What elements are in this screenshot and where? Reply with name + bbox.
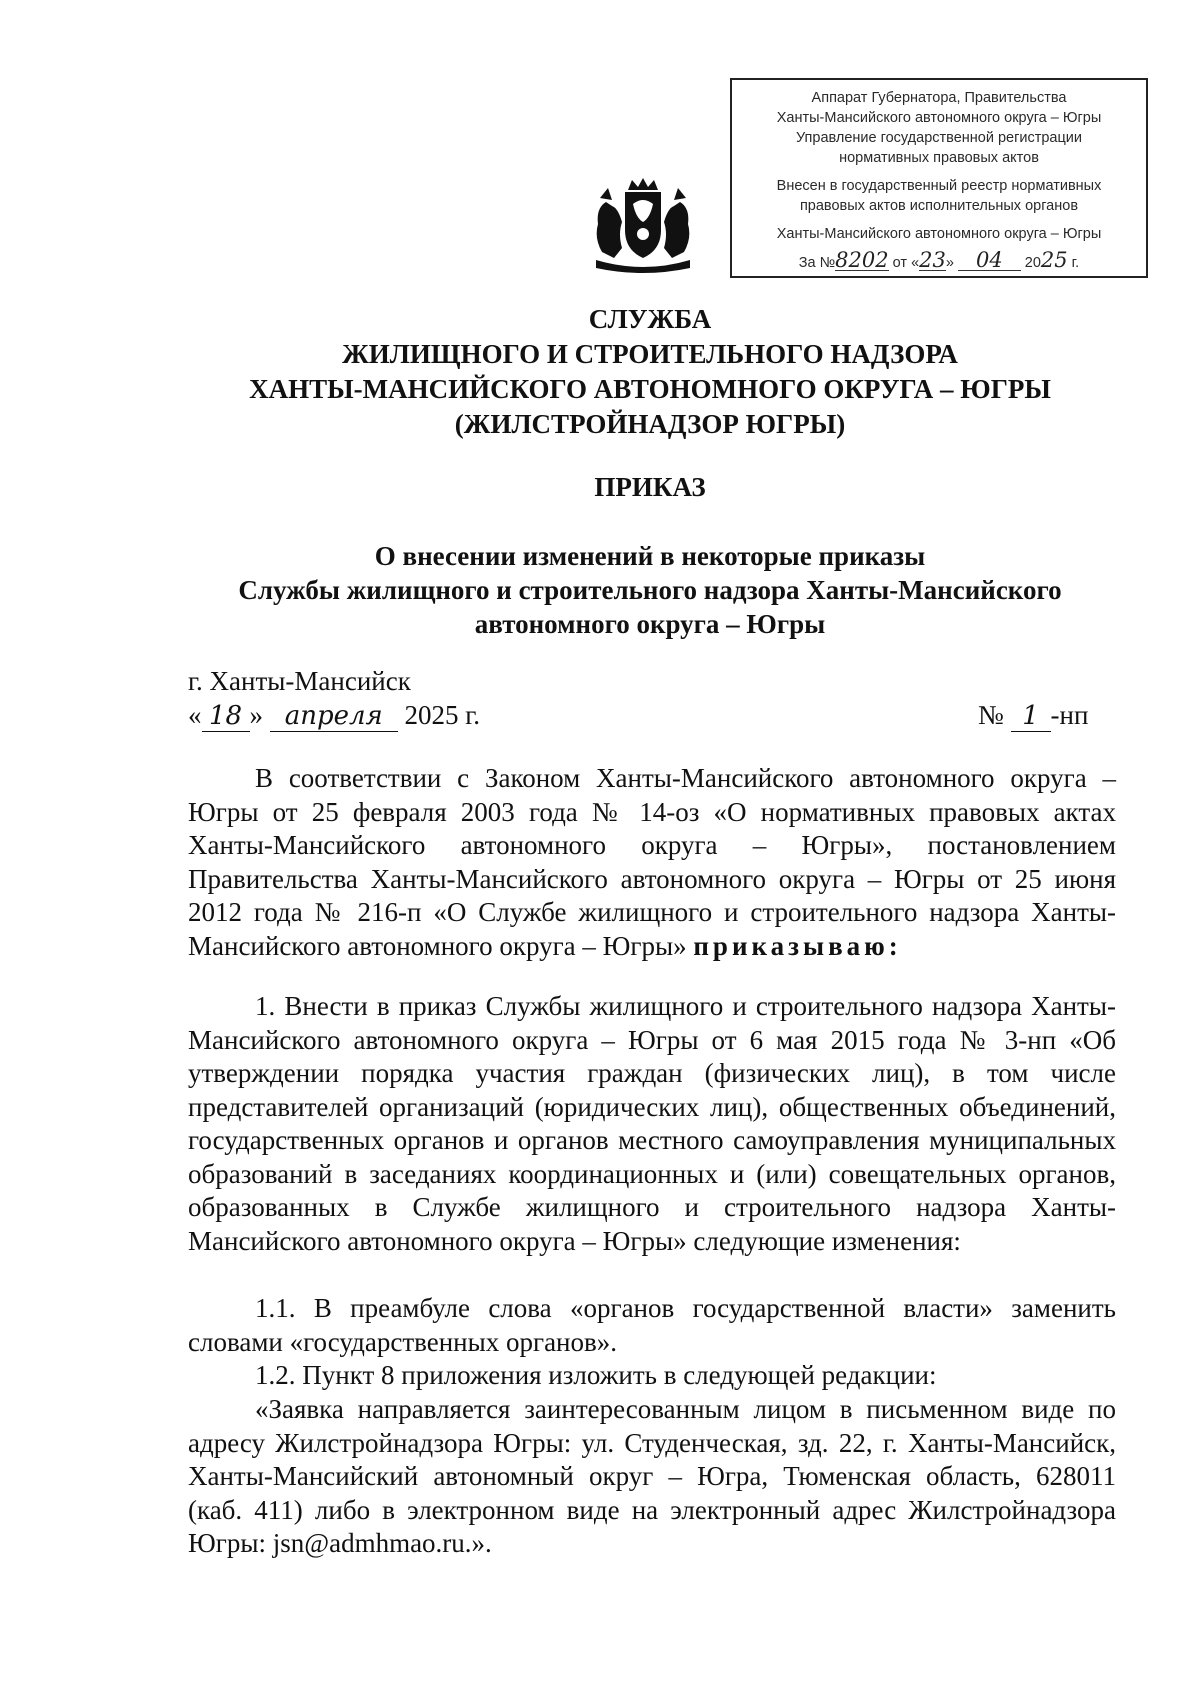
document-title-line-2: Службы жилищного и строительного надзора Ханты-Мансийского: [238, 575, 1062, 605]
order-number-prefix: №: [978, 700, 1004, 730]
stamp-reg-prefix: За №: [798, 255, 836, 271]
stamp-line-3: Управление государственной регистрации: [795, 130, 1083, 146]
order-number: [978, 700, 1088, 732]
stamp-reg-year-prefix: 20: [1024, 255, 1041, 271]
stamp-line-5: Внесен в государственный реестр нормативных: [776, 178, 1102, 194]
registration-stamp: [730, 78, 1148, 278]
issue-date: [188, 700, 480, 732]
document-type: ПРИКАЗ: [594, 472, 706, 502]
preamble-order-word: приказываю:: [693, 930, 902, 961]
stamp-line-7: Ханты-Мансийского автономного округа – Югры: [776, 226, 1102, 242]
stamp-reg-suffix: г.: [1071, 255, 1080, 271]
stamp-reg-mid: »: [945, 255, 954, 271]
date-month: апреля: [270, 701, 398, 732]
preamble-text: В соответствии с Законом Ханты-Мансийского автономного округа – Югры от 25 февраля 2003 года № 14-оз «О нормативных правовых актах Ханты-Мансийского автономного округа – Югры», постановлением Правительства Ханты-Мансийского автономного округа – Югры от 25 июня 2012 года № 216-п «О Службе жилищного и строительного надзора Ханты-Мансийского автономного округа – Югры»: [188, 763, 1116, 961]
coat-of-arms-icon: [588, 178, 698, 278]
stamp-reg-from: от «: [892, 255, 920, 271]
stamp-reg-day: 23: [919, 248, 946, 272]
stamp-reg-month: 04: [958, 250, 1021, 271]
stamp-reg-year: 25: [1040, 248, 1068, 272]
org-header-line-4: (ЖИЛСТРОЙНАДЗОР ЮГРЫ): [454, 409, 846, 439]
org-header-line-3: ХАНТЫ-МАНСИЙСКОГО АВТОНОМНОГО ОКРУГА – ЮГРЫ: [249, 374, 1051, 404]
date-day: 18: [202, 701, 250, 732]
place-of-issue: г. Ханты-Мансийск: [188, 666, 411, 696]
stamp-line-2: Ханты-Мансийского автономного округа – Югры: [776, 110, 1102, 126]
org-header-line-1: СЛУЖБА: [588, 304, 712, 334]
stamp-line-6: правовых актов исполнительных органов: [799, 198, 1079, 214]
date-close-quote: »: [249, 700, 263, 730]
item-1-paragraph: 1. Внести в приказ Службы жилищного и строительного надзора Ханты-Мансийского автономного округа – Югры от 6 мая 2015 года № 3-нп «Об утверждении порядка участия граждан (физических лиц), в том числе представителей организаций (юридических лиц), общественных объединений, государственных органов и органов местного самоуправления муниципальных образований в заседаниях координационных и (или) совещательных органов, образованных в Службе жилищного и строительного надзора Ханты-Мансийского автономного округа – Югры» следующие изменения:: [188, 991, 1116, 1256]
stamp-registration-line: [732, 250, 1146, 278]
stamp-line-4: нормативных правовых актов: [839, 150, 1039, 166]
date-year: 2025 г.: [404, 700, 481, 730]
item-1-2-paragraph: 1.2. Пункт 8 приложения изложить в следующей редакции:: [255, 1360, 937, 1390]
preamble-paragraph: [188, 762, 1116, 963]
date-open-quote: «: [188, 700, 202, 730]
quoted-text-paragraph: «Заявка направляется заинтересованным лицом в письменном виде по адресу Жилстройнадзора Югры: ул. Студенческая, зд. 22, г. Ханты-Мансийск, Ханты-Мансийский автономный округ – Югра, Тюменская область, 628011 (каб. 411) либо в электронном виде на электронный адрес Жилстройнадзора Югры: jsn@admhmao.ru.».: [188, 1394, 1116, 1558]
document-title-line-3: автономного округа – Югры: [474, 609, 826, 639]
order-number-suffix: -нп: [1050, 700, 1089, 730]
org-header-line-2: ЖИЛИЩНОГО И СТРОИТЕЛЬНОГО НАДЗОРА: [342, 339, 958, 369]
stamp-reg-number: 8202: [835, 248, 889, 272]
item-1-1-paragraph: 1.1. В преамбуле слова «органов государственной власти» заменить словами «государственных органов».: [188, 1293, 1116, 1357]
order-number-value: 1: [1011, 701, 1051, 732]
stamp-line-1: Аппарат Губернатора, Правительства: [811, 90, 1067, 106]
document-title-line-1: О внесении изменений в некоторые приказы: [374, 541, 926, 571]
